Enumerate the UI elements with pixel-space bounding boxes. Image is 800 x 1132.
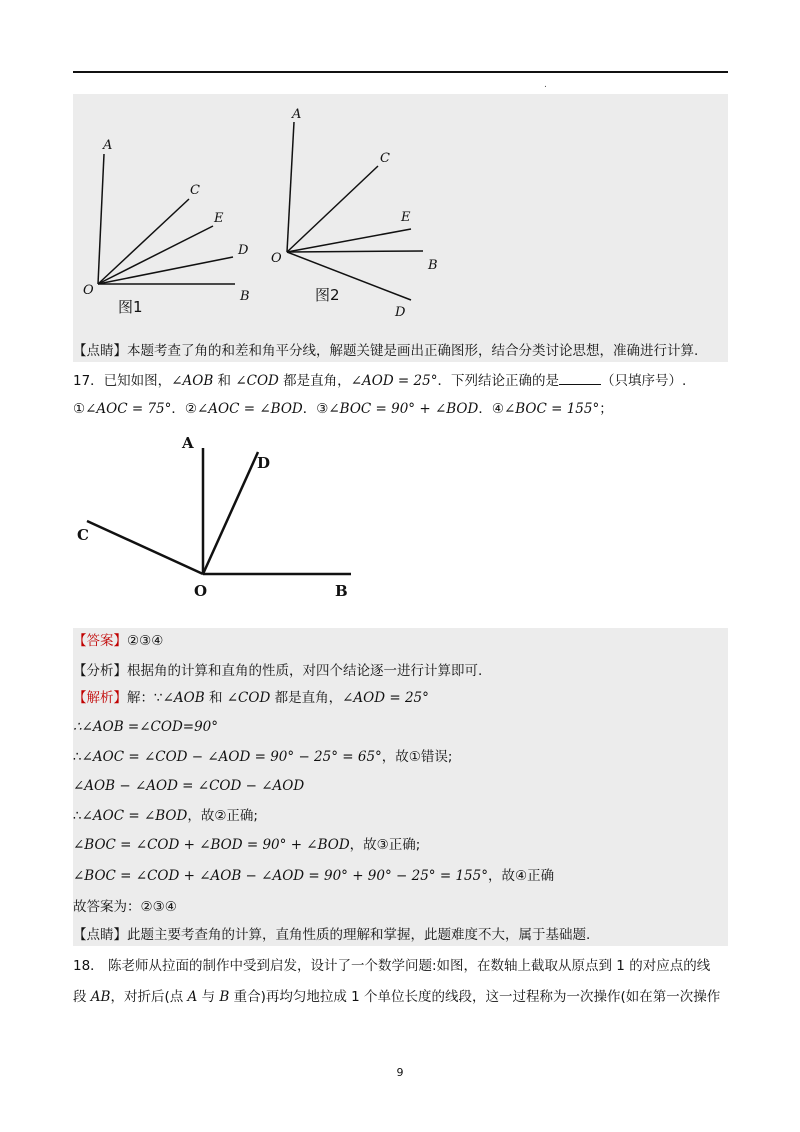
therefore-symbol: ∴ [73, 808, 82, 824]
option-number: ① [73, 401, 86, 417]
ray-OD [203, 452, 258, 574]
q17-angle-cod: ∠COD [235, 373, 279, 389]
solution-math: ∠AOC = ∠COD − ∠AOD = 90° − 25° = 65° [81, 749, 382, 765]
q17-given: ∠AOD = 25° [350, 373, 438, 389]
q17-angle-aob: ∠AOB [171, 373, 214, 389]
fig1-label-A: A [103, 138, 113, 153]
fig1-caption: 图1 [118, 298, 143, 316]
solution-math: ∠BOC = ∠COD + ∠BOD = 90° + ∠BOD [73, 837, 350, 853]
answer-tag: 【答案】 [73, 633, 127, 649]
fig2-ray-OD [287, 252, 411, 300]
fig2-ray-OE [287, 229, 411, 252]
fig1-ray-OD [98, 257, 233, 284]
q17-and: 和 [213, 373, 236, 389]
solution-text: 都是直角， [270, 690, 343, 706]
answer-value: ②③④ [127, 633, 164, 649]
q17-solution-line-7 [73, 866, 554, 886]
q18-line-2 [73, 987, 720, 1007]
q17-solution-line-4: ∠AOB − ∠AOD = ∠COD − ∠AOD [73, 778, 305, 794]
option-number: ．③ [302, 401, 329, 417]
option-1: ∠AOC = 75° [85, 401, 172, 417]
q17-analysis [73, 661, 482, 681]
solution-text: ，故④正确 [487, 868, 555, 884]
q17-stem-text: 都是直角， [278, 373, 351, 389]
solution-math: ∠COD [226, 690, 271, 706]
q17-answer [73, 631, 163, 651]
dianjing-tag: 【点睛】 [73, 927, 127, 943]
q18-text: 段 [73, 989, 91, 1005]
fig1-ray-OE [98, 226, 213, 284]
q17-solution-line-3 [73, 747, 452, 767]
q17-stem-text: ．下列结论正确的是 [437, 373, 559, 389]
q17-stem-text: 17．已知如图， [73, 373, 172, 389]
q17-label-O: O [194, 582, 208, 600]
q18-point-a: A [187, 989, 198, 1005]
fig2-caption: 图2 [315, 286, 340, 304]
option-end: ； [599, 401, 613, 417]
fig2-ray-OC [287, 166, 378, 252]
q17-solution-line-5 [73, 806, 258, 826]
q18-line-1: 18． 陈老师从拉面的制作中受到启发，设计了一个数学问题:如图，在数轴上截取从原点到 1 的对应点的线 [73, 958, 711, 974]
page-number: 9 [396, 1066, 404, 1079]
q16-figures [73, 94, 473, 334]
fig1-label-D: D [238, 243, 249, 258]
solution-text: ，故③正确; [349, 837, 421, 853]
ray-OC [87, 521, 203, 574]
analysis-text: 根据角的计算和直角的性质，对四个结论逐一进行计算即可. [127, 663, 483, 679]
fig2-label-C: C [380, 151, 390, 166]
fig2-label-B: B [428, 258, 438, 273]
fig1-ray-OA [98, 154, 104, 284]
option-number: ．④ [478, 401, 504, 417]
q17-label-C: C [77, 526, 89, 544]
q18-text: 重合)再均匀地拉成 1 个单位长度的线段，这一过程称为一次操作(如在第一次操作 [229, 989, 721, 1005]
q17-options [73, 399, 613, 419]
option-3: ∠BOC = 90° + ∠BOD [328, 401, 479, 417]
q17-stem-text: （只填序号）. [600, 373, 687, 389]
q18-point-b: B [219, 989, 230, 1005]
solution-math: ∠AOB [162, 690, 205, 706]
q17-label-A: A [182, 434, 194, 452]
q17-stem [73, 371, 686, 391]
q17-figure [73, 428, 373, 608]
option-2: ∠AOC = ∠BOD [197, 401, 303, 417]
option-number: ．② [171, 401, 197, 417]
therefore-symbol: ∴ [73, 749, 82, 765]
solution-tag: 【解析】 [73, 690, 127, 706]
q17-solution-line-6 [73, 835, 420, 855]
q18-text: 与 [197, 989, 220, 1005]
fig2-ray-OB [287, 251, 423, 252]
solution-text: ，故①错误; [381, 749, 453, 765]
header-mark: . [544, 80, 547, 90]
q17-label-D: D [257, 454, 271, 472]
solution-text: 解：∵ [127, 690, 163, 706]
dianjing-text: 此题主要考查角的计算，直角性质的理解和掌握，此题难度不大，属于基础题. [127, 927, 591, 943]
fig2-label-D: D [395, 305, 406, 320]
solution-math: ∠BOC = ∠COD + ∠AOB − ∠AOD = 90° + 90° − 25° = 155° [73, 868, 488, 884]
fig1-label-E: E [214, 211, 224, 226]
q17-rays [87, 448, 351, 574]
fig2-ray-OA [287, 122, 294, 252]
fig2-label-O: O [271, 251, 282, 266]
analysis-tag: 【分析】 [73, 663, 127, 679]
header-rule [73, 71, 728, 73]
q17-solution-line-2: ∴∠AOB =∠COD=90° [73, 719, 219, 735]
answer-blank [559, 371, 601, 385]
q16-dianjing [73, 341, 698, 361]
solution-math: ∠AOC = ∠BOD [81, 808, 188, 824]
q17-final-answer: 故答案为：②③④ [73, 899, 177, 915]
fig1-label-O: O [83, 283, 94, 298]
q18-segment-ab: AB [90, 989, 111, 1005]
q17-solution-line-1 [73, 688, 429, 708]
q17-dianjing [73, 925, 590, 945]
solution-math: ∠AOD = 25° [342, 690, 429, 706]
q18-text: ，对折后(点 [110, 989, 188, 1005]
fig1-label-C: C [190, 183, 200, 198]
fig2-label-E: E [401, 210, 411, 225]
fig2-label-A: A [292, 107, 302, 122]
solution-text: 和 [204, 690, 227, 706]
q16-dianjing-text: 本题考查了角的和差和角平分线，解题关键是画出正确图形，结合分类讨论思想，准确进行计算. [127, 343, 699, 359]
option-4: ∠BOC = 155° [503, 401, 600, 417]
fig1-label-B: B [240, 289, 250, 304]
q17-label-B: B [335, 582, 348, 600]
fig1-ray-OC [98, 199, 189, 284]
solution-text: ，故②正确; [187, 808, 258, 824]
q16-dianjing-tag: 【点睛】 [73, 343, 127, 359]
